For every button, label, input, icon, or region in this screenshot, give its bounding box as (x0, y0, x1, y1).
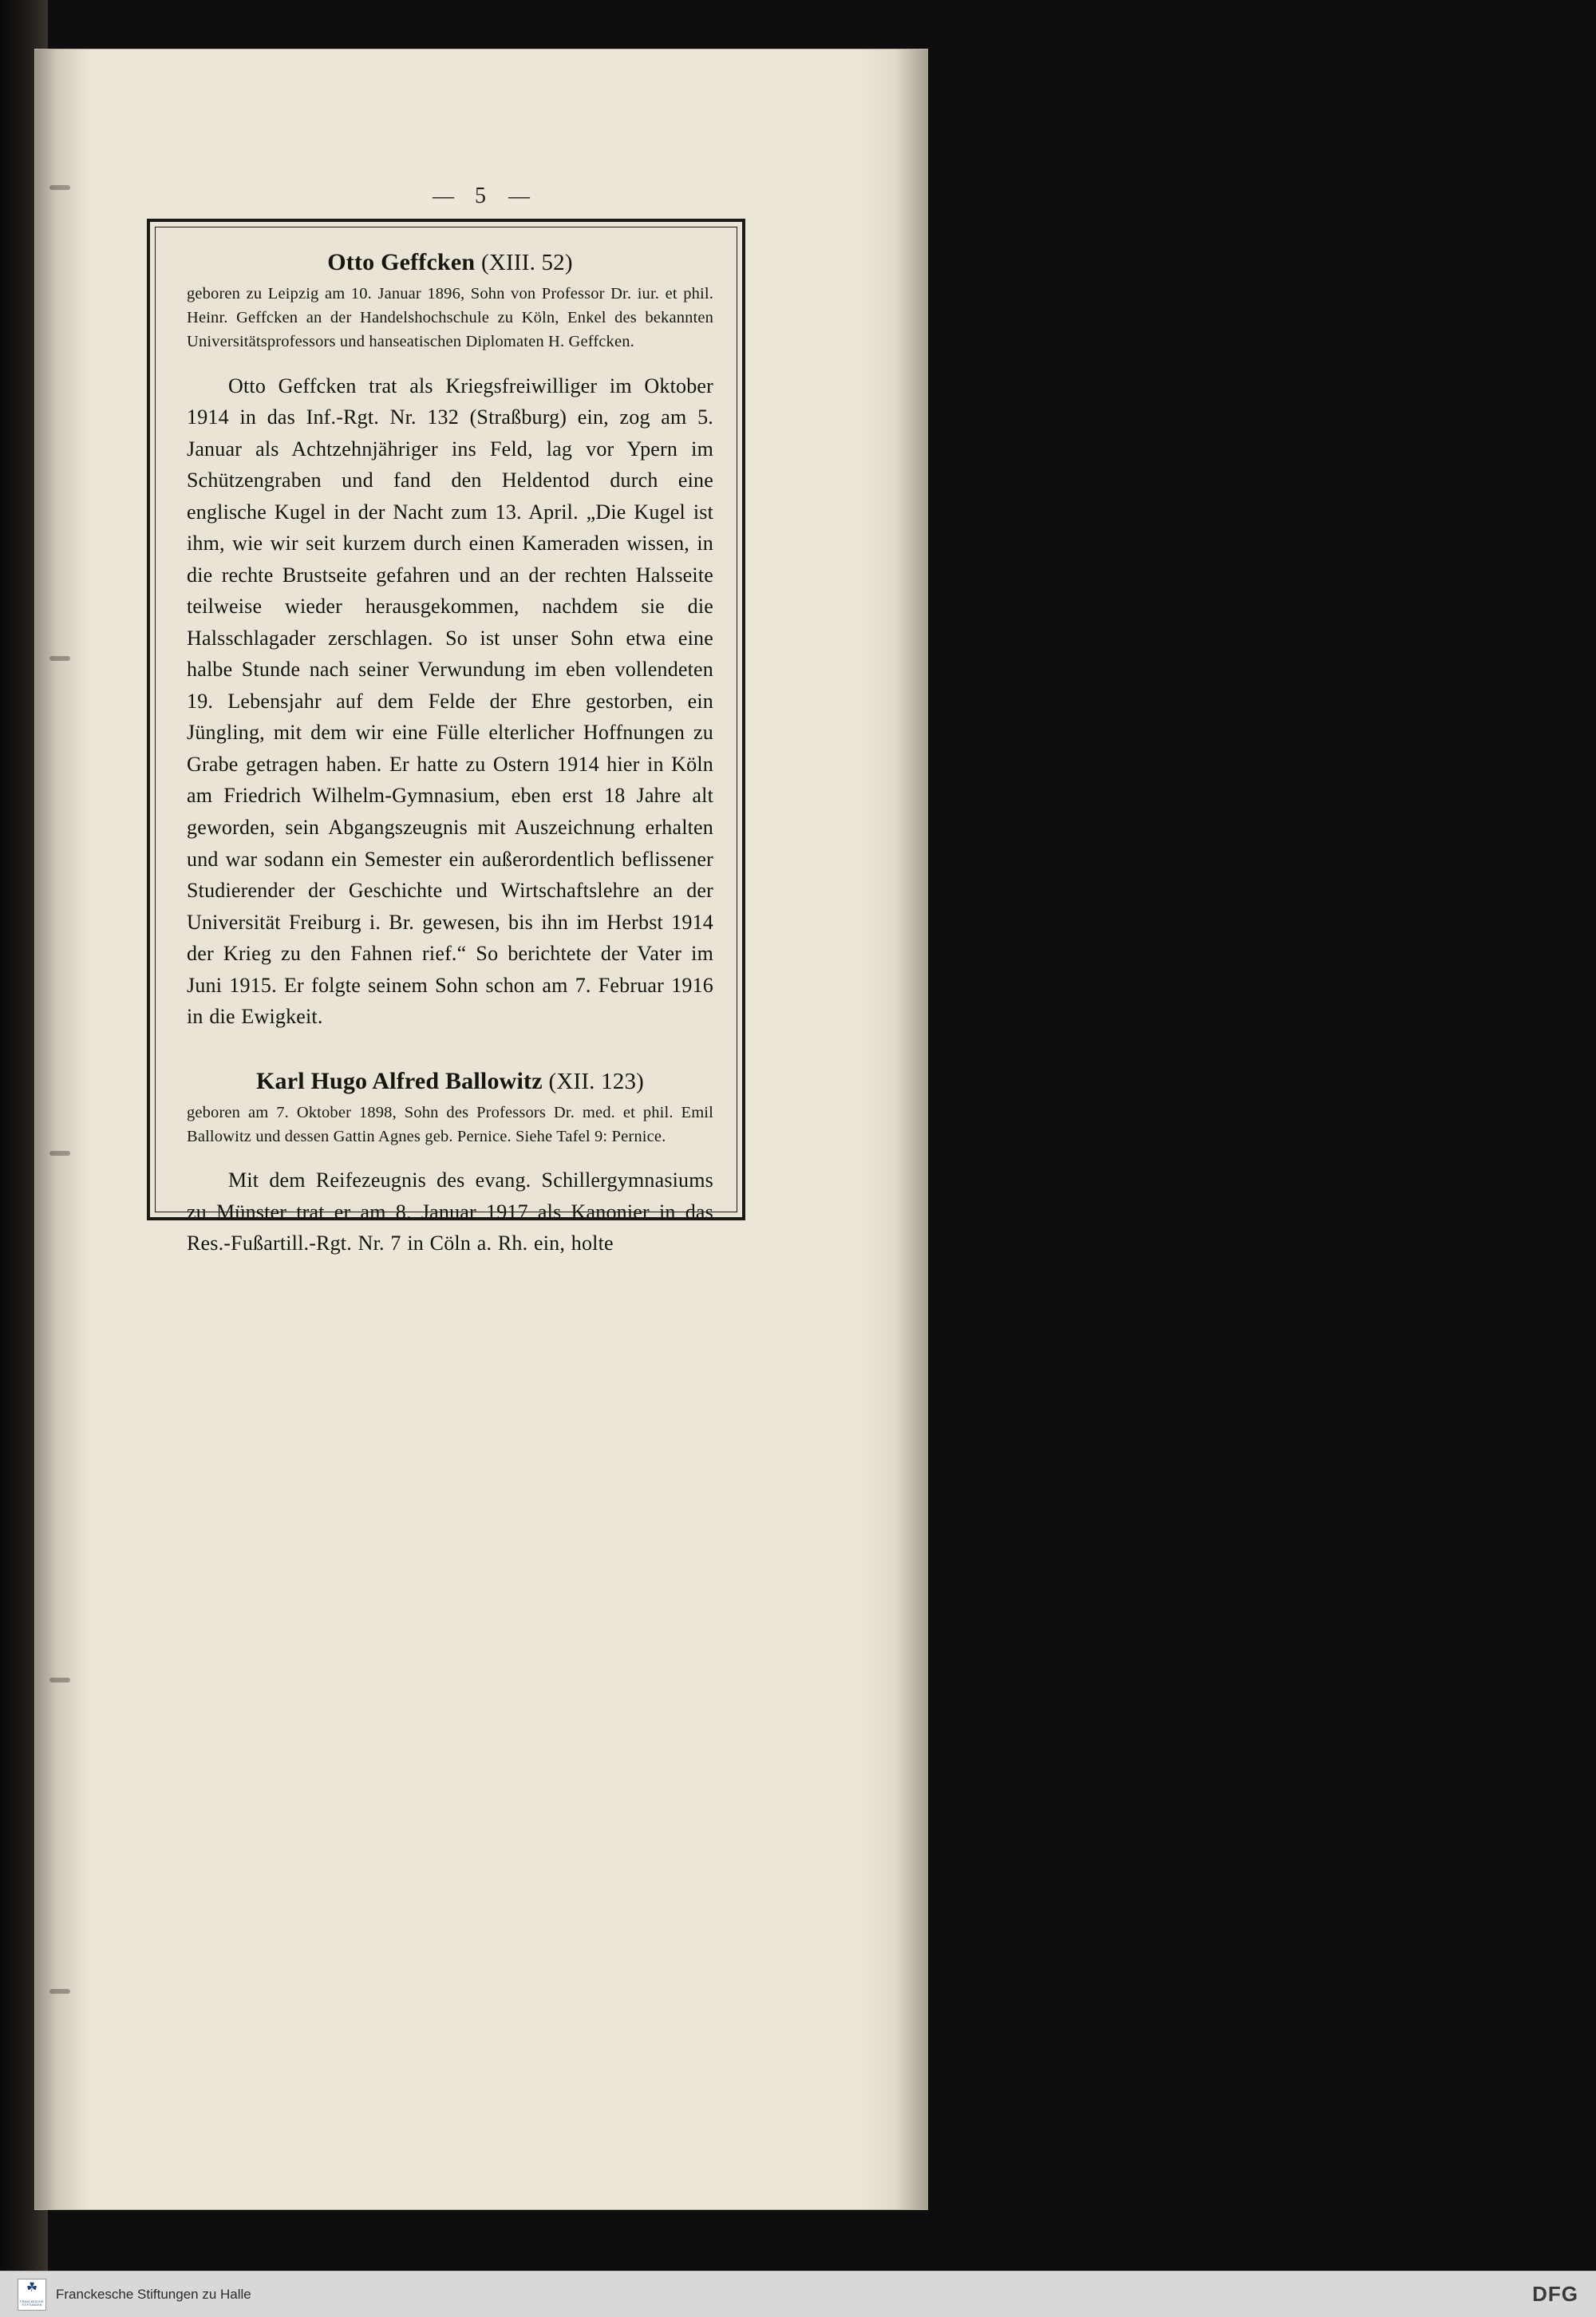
scanned-page (35, 49, 927, 2209)
footer-funder-label: DFG (1532, 2282, 1578, 2306)
page-folio (35, 184, 927, 209)
entry-reference-1: (XIII. 52) (481, 250, 573, 275)
entry-title-2 (187, 1068, 713, 1095)
folio-number: 5 (475, 184, 488, 208)
entry-body-1: Otto Geffcken trat als Kriegsfreiwilliger im Oktober 1914 in das Inf.-Rgt. Nr. 132 (Straßburg) ein, zog am 5. Januar als Achtzehnjähriger ins Feld, lag vor Ypern im Schützengraben und fand den Heldentod durch eine englische Kugel in der Nacht zum 13. April. „Die Kugel ist ihm, wie wir seit kurzem durch einen Kameraden wissen, in die rechte Brustseite gefahren und an der rechten Halsseite teilweise wieder herausgekommen, nachdem sie die Halsschlagader zerschlagen. So ist unser Sohn etwa eine halbe Stunde nach seiner Verwundung im eben vollendeten 19. Lebensjahr auf dem Felde der Ehre gestorben, ein Jüngling, mit dem wir eine Fülle elterlicher Hoffnungen zu Grabe getragen haben. Er hatte zu Ostern 1914 hier in Köln am Friedrich Wilhelm-Gymnasium, eben erst 18 Jahre alt geworden, sein Abgangszeugnis mit Auszeichnung erhalten und war sodann ein Semester ein außerordentlich beflissener Studierender der Geschichte und Wirtschaftslehre an der Universität Freiburg i. Br. gewesen, bis ihn im Herbst 1914 der Krieg zu den Fahnen rief.“ So berichtete der Vater im Juni 1915. Er folgte seinem Sohn schon am 7. Februar 1916 in die Ewigkeit. (187, 374, 713, 1029)
logo-glyph: ☘ (26, 2280, 38, 2295)
folio-dash-left: — (433, 184, 454, 208)
binding-mark (49, 1678, 70, 1682)
franckesche-stiftungen-logo-icon (18, 2279, 46, 2311)
entry-lead-2: geboren am 7. Oktober 1898, Sohn des Professors Dr. med. et phil. Emil Ballowitz und dessen Gattin Agnes geb. Pernice. Siehe Tafel 9: Pernice. (187, 1103, 713, 1145)
folio-dash-right: — (508, 184, 530, 208)
page-curvature-shading (855, 49, 927, 2209)
binding-mark (49, 1989, 70, 1994)
entry-name-1: Otto Geffcken (327, 249, 476, 275)
footer-attribution (18, 2279, 251, 2311)
entry-reference-2: (XII. 123) (548, 1068, 645, 1094)
entry-body-2: Mit dem Reifezeugnis des evang. Schillergymnasiums zu Münster trat er am 8. Januar 1917 als Kanonier in das Res.-Fußartill.-Rgt. Nr. 7 in Cöln a. Rh. ein, holte (187, 1168, 713, 1255)
entry-name-2: Karl Hugo Alfred Ballowitz (255, 1067, 543, 1094)
text-block-frame (147, 219, 745, 1255)
footer-institution-label: Franckesche Stiftungen zu Halle (56, 2286, 251, 2302)
entry-lead-1: geboren zu Leipzig am 10. Januar 1896, Sohn von Professor Dr. iur. et phil. Heinr. Geffcken an der Handelshochschule zu Köln, Enkel des bekannten Universitätsprofessors und hanseatischen Diplomaten H. Geffcken. (187, 285, 713, 350)
viewer-footer-bar (0, 2271, 1596, 2317)
logo-caption: FRANCKESCHE STIFTUNGEN (20, 2299, 44, 2307)
binding-mark (49, 656, 70, 661)
page-content (187, 249, 713, 1259)
entry-title-1 (187, 249, 713, 276)
entry-separator (187, 1033, 713, 1068)
page-gutter-shading (35, 49, 91, 2209)
binding-mark (49, 1151, 70, 1156)
